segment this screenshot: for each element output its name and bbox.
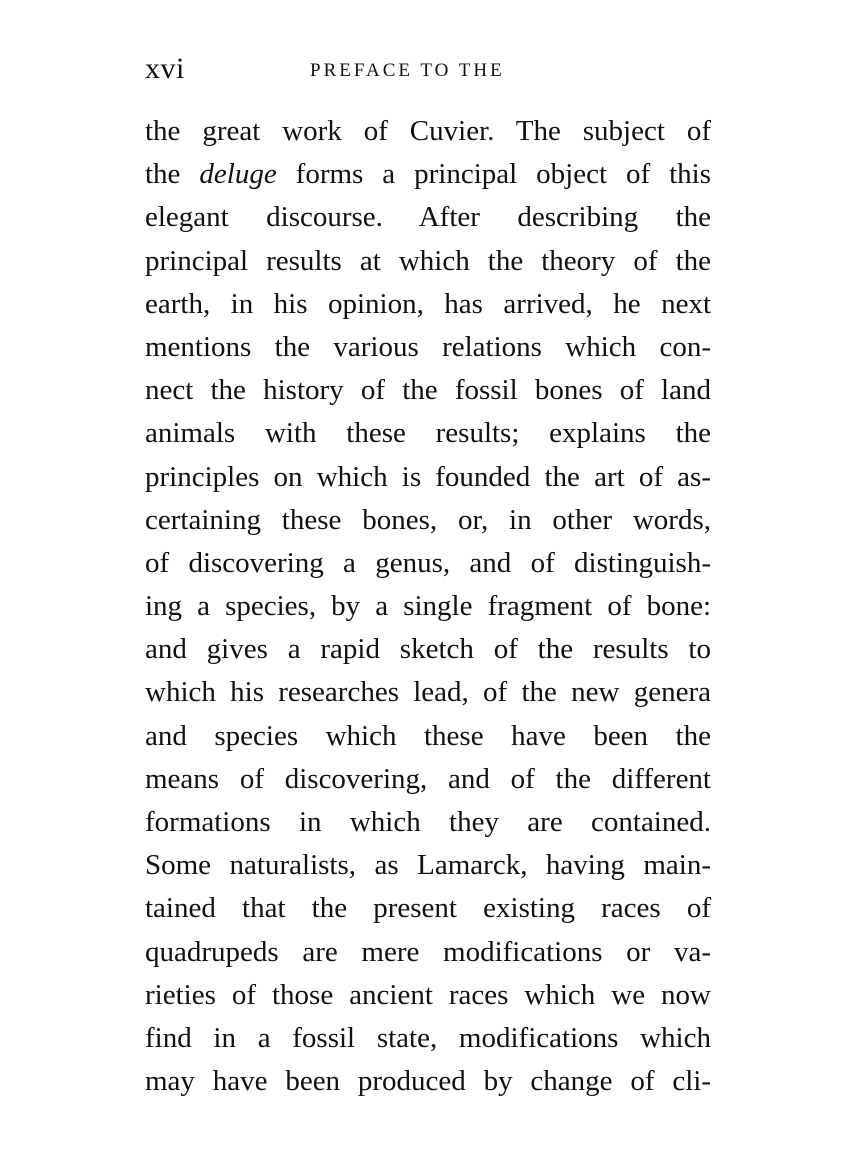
- text-line: quadrupeds are mere modifications or va-: [145, 935, 711, 968]
- text-line: Some naturalists, as Lamarck, having main-: [145, 849, 711, 882]
- body-text: [145, 110, 711, 1103]
- text-line: earth, in his opinion, has arrived, he next: [145, 287, 711, 320]
- text-line: tained that the present existing races of: [145, 892, 711, 925]
- italic-word: deluge: [199, 158, 277, 191]
- text-line: the great work of Cuvier. The subject of: [145, 115, 711, 147]
- text-line: certaining these bones, or, in other words,: [145, 503, 711, 536]
- page-number: xvi: [145, 52, 185, 85]
- text-line: formations in which they are contained.: [145, 806, 711, 838]
- text-line: means of discovering, and of the different: [145, 762, 711, 795]
- text-line: elegant discourse. After describing the: [145, 201, 711, 234]
- text-line: principal results at which the theory of the: [145, 244, 711, 277]
- text-line: and gives a rapid sketch of the results to: [145, 633, 711, 666]
- text-line: animals with these results; explains the: [145, 417, 711, 450]
- text-line: find in a fossil state, modifications which: [145, 1021, 711, 1054]
- text-line: nect the history of the fossil bones of land: [145, 374, 711, 407]
- text-line: of discovering a genus, and of distinguish-: [145, 546, 711, 579]
- text-line: ing a species, by a single fragment of bone:: [145, 590, 711, 623]
- running-head-title: PREFACE TO THE: [310, 60, 505, 81]
- text-line: the deluge forms a principal object of this: [145, 158, 712, 191]
- text-line: rieties of those ancient races which we now: [145, 978, 711, 1011]
- running-head: [145, 52, 711, 92]
- text-line: which his researches lead, of the new genera: [145, 676, 711, 709]
- text-line: may have been produced by change of cli-: [145, 1065, 711, 1098]
- text-line: principles on which is founded the art of as-: [145, 460, 711, 493]
- text-line: mentions the various relations which con-: [145, 330, 711, 363]
- text-line: and species which these have been the: [145, 719, 711, 752]
